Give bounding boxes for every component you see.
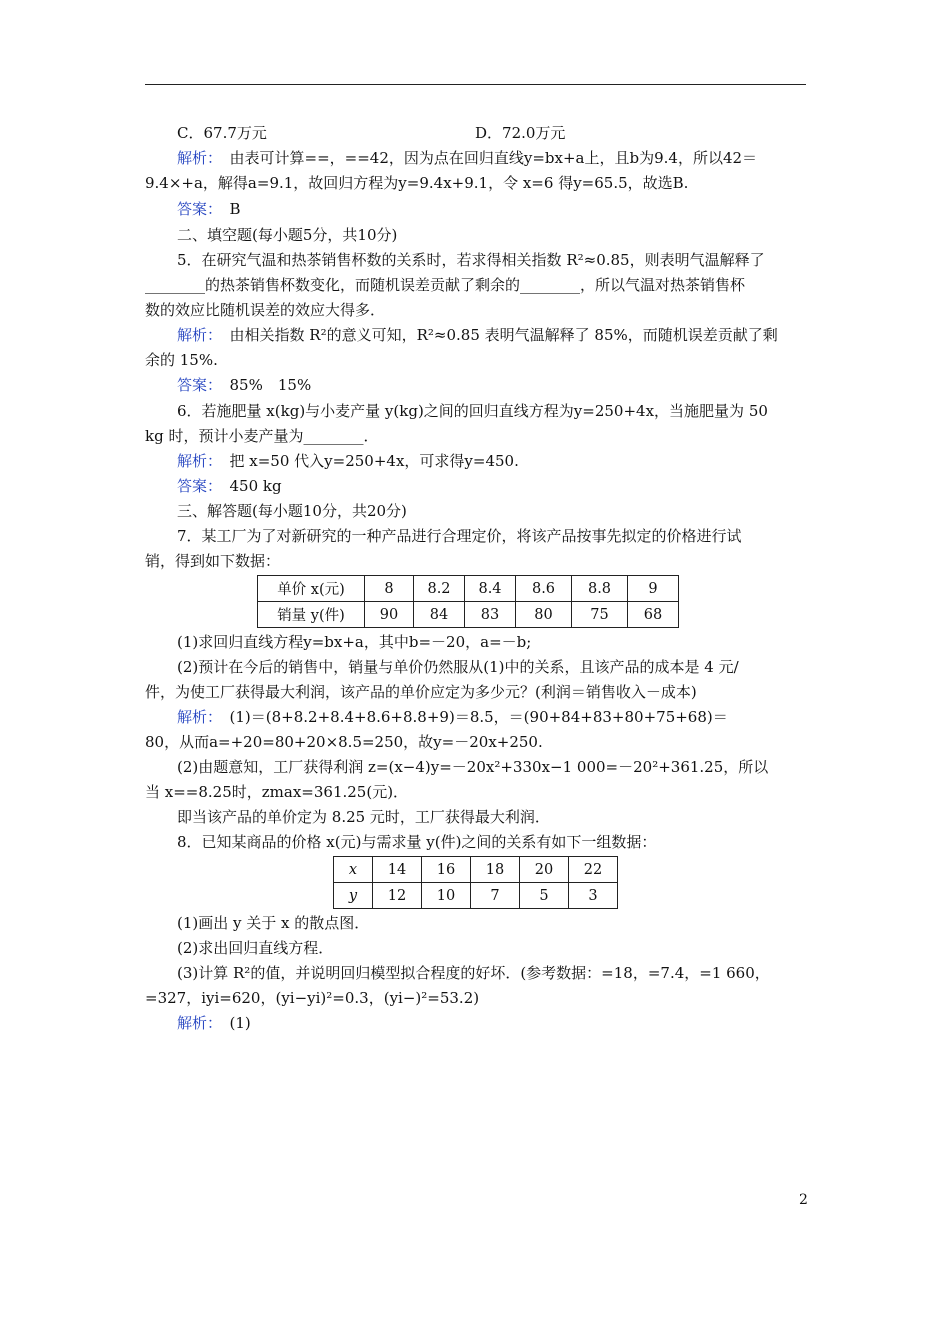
q4-answer-value: B <box>214 200 241 218</box>
table-cell: 22 <box>569 857 618 883</box>
q6-analysis <box>177 451 519 471</box>
q4-analysis <box>177 148 757 168</box>
q7-analysis <box>177 707 728 727</box>
table-cell: 5 <box>520 883 569 909</box>
q7-analysis-text-2: 80，从而a=+20=80+20×8.5=250，故y=－20x+250. <box>145 733 543 751</box>
choice-c: C．67.7万元 <box>177 124 267 142</box>
table-cell: 12 <box>373 883 422 909</box>
table-cell: 14 <box>373 857 422 883</box>
table-cell: 75 <box>572 602 628 628</box>
q8-analysis-text: (1) <box>214 1014 251 1032</box>
q8-part-2: (2)求出回归直线方程． <box>177 939 334 957</box>
q6-text-2: kg 时，预计小麦产量为________． <box>145 427 379 445</box>
answer-label: 答案： <box>177 477 215 495</box>
section-3-title: 三、解答题(每小题10分，共20分) <box>177 502 407 520</box>
table-row-label: 单价 x(元) <box>258 576 365 602</box>
table-row <box>258 602 679 628</box>
table-cell: 18 <box>471 857 520 883</box>
q7-part-2-text-2: 件，为使工厂获得最大利润，该产品的单价应定为多少元？(利润＝销售收入－成本) <box>145 683 697 701</box>
q8-analysis <box>177 1013 251 1033</box>
q7-analysis-text-1: (1)＝(8+8.2+8.4+8.6+8.8+9)＝8.5，＝(90+84+83+80+75+68)＝ <box>214 708 728 726</box>
table-cell: 9 <box>628 576 679 602</box>
page-number: 2 <box>799 1192 808 1208</box>
q5-analysis-text-2: 余的 15%. <box>145 351 218 369</box>
table-cell: 7 <box>471 883 520 909</box>
section-2-title: 二、填空题(每小题5分，共10分) <box>177 226 398 244</box>
table-row-label: y <box>334 883 373 909</box>
header-rule <box>145 84 806 85</box>
q4-answer <box>177 199 241 219</box>
table-cell: 8.8 <box>572 576 628 602</box>
answer-label: 答案： <box>177 200 215 218</box>
q5-text-2: ________的热茶销售杯数变化，而随机误差贡献了剩余的________，所以气温对热茶销售杯 <box>145 276 746 294</box>
q7-analysis-text-3: (2)由题意知，工厂获得利润 z=(x−4)y=－20x²+330x−1 000=－20²+361.25，所以 <box>177 758 769 776</box>
analysis-label: 解析： <box>177 1014 215 1032</box>
choice-d: D．72.0万元 <box>475 124 566 142</box>
q7-text-2: 销，得到如下数据： <box>145 552 281 570</box>
table-cell: 80 <box>516 602 572 628</box>
table-cell: 84 <box>414 602 465 628</box>
q5-analysis-text-1: 由相关指数 R²的意义可知，R²≈0.85 表明气温解释了 85%，而随机误差贡献了剩 <box>214 326 778 344</box>
q8-text-1: 8．已知某商品的价格 x(元)与需求量 y(件)之间的关系有如下一组数据： <box>177 833 657 851</box>
table-cell: 8.4 <box>465 576 516 602</box>
table-row <box>334 857 618 883</box>
table-cell: 20 <box>520 857 569 883</box>
answer-label: 答案： <box>177 376 215 394</box>
q6-text-1: 6．若施肥量 x(kg)与小麦产量 y(kg)之间的回归直线方程为y=250+4x，当施肥量为 50 <box>177 402 768 420</box>
q7-part-2-text-1: (2)预计在今后的销售中，销量与单价仍然服从(1)中的关系，且该产品的成本是 4 元/ <box>177 658 739 676</box>
table-cell: 90 <box>365 602 414 628</box>
q8-price-demand-table <box>333 856 618 909</box>
q7-price-sales-table <box>257 575 679 628</box>
q7-text-1: 7．某工厂为了对新研究的一种产品进行合理定价，将该产品按事先拟定的价格进行试 <box>177 527 742 545</box>
q6-answer <box>177 476 282 496</box>
q8-part-3-text-1: (3)计算 R²的值，并说明回归模型拟合程度的好坏．(参考数据：=18，=7.4，=1 660， <box>177 964 770 982</box>
table-row-label: 销量 y(件) <box>258 602 365 628</box>
table-cell: 10 <box>422 883 471 909</box>
analysis-label: 解析： <box>177 708 215 726</box>
q5-answer-value: 85% 15% <box>214 376 312 394</box>
table-cell: 3 <box>569 883 618 909</box>
analysis-label: 解析： <box>177 452 215 470</box>
table-cell: 8.6 <box>516 576 572 602</box>
q6-answer-value: 450 kg <box>214 477 282 495</box>
q7-part-1: (1)求回归直线方程y=bx+a，其中b=－20，a=－b; <box>177 633 532 651</box>
table-cell: 8.2 <box>414 576 465 602</box>
q6-analysis-text: 把 x=50 代入y=250+4x，可求得y=450. <box>214 452 519 470</box>
q8-part-1: (1)画出 y 关于 x 的散点图． <box>177 914 370 932</box>
q5-analysis <box>177 325 778 345</box>
q7-analysis-text-4: 当 x==8.25时，zmax=361.25(元)． <box>145 783 409 801</box>
analysis-label: 解析： <box>177 326 215 344</box>
q4-analysis-text-1: 由表可计算==，==42，因为点在回归直线y=bx+a上，且b为9.4，所以42＝ <box>214 149 758 167</box>
table-row <box>258 576 679 602</box>
table-cell: 16 <box>422 857 471 883</box>
table-cell: 8 <box>365 576 414 602</box>
analysis-label: 解析： <box>177 149 215 167</box>
q5-text-1: 5．在研究气温和热茶销售杯数的关系时，若求得相关指数 R²≈0.85，则表明气温解释了 <box>177 251 765 269</box>
table-cell: 68 <box>628 602 679 628</box>
q7-analysis-text-5: 即当该产品的单价定为 8.25 元时，工厂获得最大利润． <box>177 808 550 826</box>
table-cell: 83 <box>465 602 516 628</box>
table-row <box>334 883 618 909</box>
q4-analysis-text-2: 9.4×+a，解得a=9.1，故回归方程为y=9.4x+9.1，令 x=6 得y=65.5，故选B. <box>145 174 689 192</box>
q5-answer <box>177 375 311 395</box>
q8-part-3-text-2: =327，iyi=620，(yi−yi)²=0.3，(yi−)²=53.2) <box>145 989 480 1007</box>
table-row-label: x <box>334 857 373 883</box>
q5-text-3: 数的效应比随机误差的效应大得多． <box>145 301 386 319</box>
